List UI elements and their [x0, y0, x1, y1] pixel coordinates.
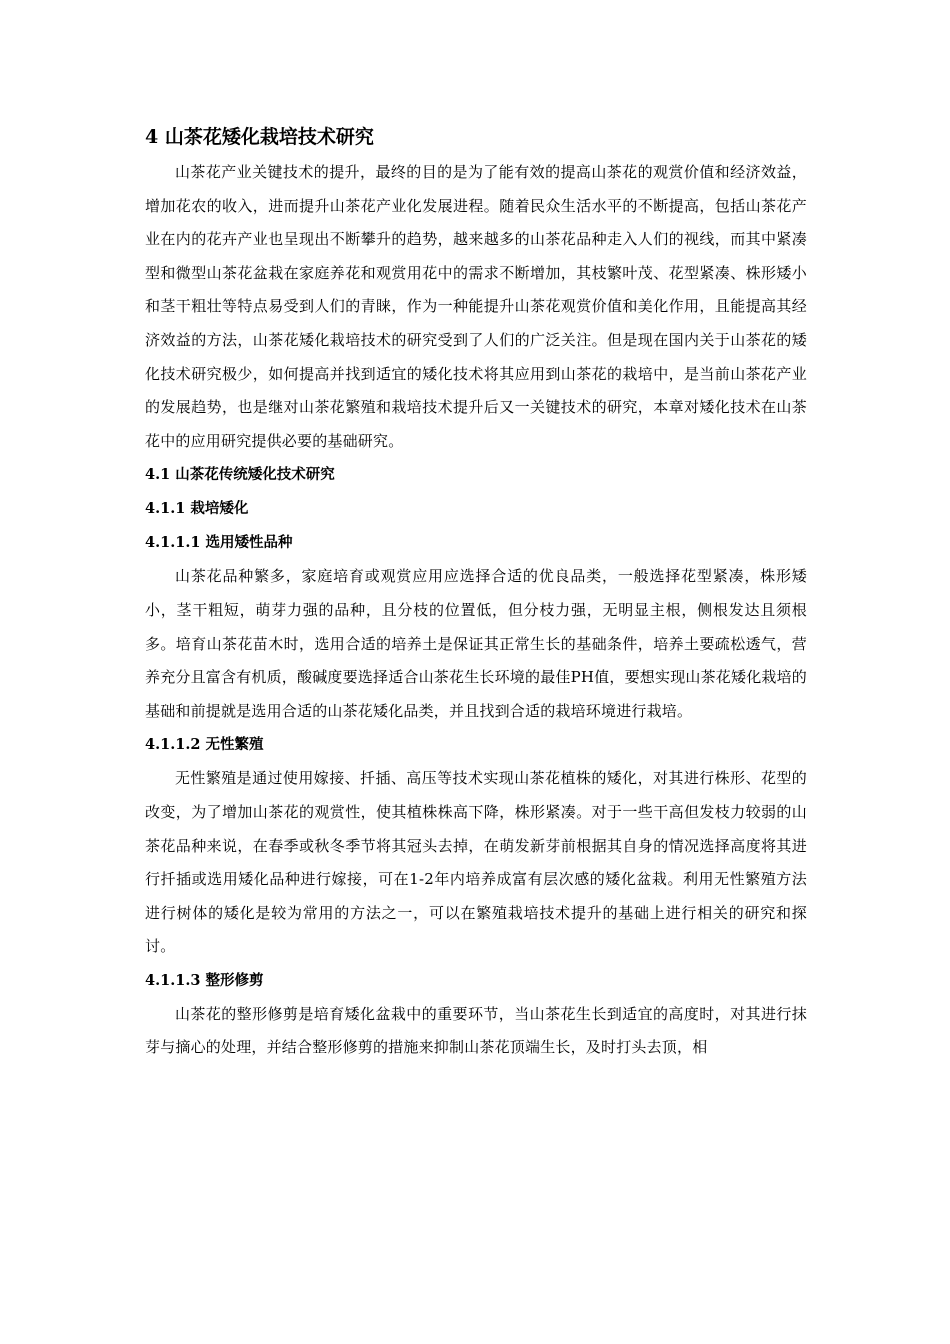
- section-body-4-1-1-2: 无性繁殖是通过使用嫁接、扦插、高压等技术实现山茶花植株的矮化，对其进行株形、花型的改变，为了增加山茶花的观赏性，使其植株株高下降，株形紧凑。对于一些干高但发枝力较弱的山茶花品种来说，在春季或秋冬季节将其冠头去掉，在萌发新芽前根据其自身的情况选择高度将其进行扦插或选用矮化品种进行嫁接，可在1-2年内培养成富有层次感的矮化盆栽。利用无性繁殖方法进行树体的矮化是较为常用的方法之一，可以在繁殖栽培技术提升的基础上进行相关的研究和探讨。: [145, 769, 807, 956]
- chapter-title: 4 山茶花矮化栽培技术研究: [145, 126, 374, 148]
- chapter-intro-paragraph: 山茶花产业关键技术的提升，最终的目的是为了能有效的提高山茶花的观赏价值和经济效益，增加花农的收入，进而提升山茶花产业化发展进程。随着民众生活水平的不断提高，包括山茶花产业在内的花卉产业也呈现出不断攀升的趋势，越来越多的山茶花品种走入人们的视线，而其中紧凑型和微型山茶花盆栽在家庭养花和观赏用花中的需求不断增加，其枝繁叶茂、花型紧凑、株形矮小和茎干粗壮等特点易受到人们的青睐，作为一种能提升山茶花观赏价值和美化作用，且能提高其经济效益的方法，山茶花矮化栽培技术的研究受到了人们的广泛关注。但是现在国内关于山茶花的矮化技术研究极少，如何提高并找到适宜的矮化技术将其应用到山茶花的栽培中，是当前山茶花产业的发展趋势，也是继对山茶花繁殖和栽培技术提升后又一关键技术的研究，本章对矮化技术在山茶花中的应用研究提供必要的基础研究。: [145, 163, 807, 450]
- section-heading-4-1-1-1: 4.1.1.1 选用矮性品种: [145, 534, 293, 552]
- document-page: [145, 122, 807, 1065]
- section-heading-4-1-1-3: 4.1.1.3 整形修剪: [145, 971, 264, 989]
- section-heading-4-1-1: 4.1.1 栽培矮化: [145, 500, 249, 518]
- section-body-4-1-1-3: 山茶花的整形修剪是培育矮化盆栽中的重要环节，当山茶花生长到适宜的高度时，对其进行抹芽与摘心的处理，并结合整形修剪的措施来抑制山茶花顶端生长，及时打头去顶，相: [145, 1004, 807, 1057]
- section-body-4-1-1-1: 山茶花品种繁多，家庭培育或观赏应用应选择合适的优良品类，一般选择花型紧凑，株形矮小，茎干粗短，萌芽力强的品种，且分枝的位置低，但分枝力强，无明显主根，侧根发达且须根多。培育山茶花苗木时，选用合适的培养土是保证其正常生长的基础条件，培养土要疏松透气，营养充分且富含有机质，酸碱度要选择适合山茶花生长环境的最佳PH值，要想实现山茶花矮化栽培的基础和前提就是选用合适的山茶花矮化品类，并且找到合适的栽培环境进行栽培。: [145, 567, 807, 720]
- section-heading-4-1-1-2: 4.1.1.2 无性繁殖: [145, 736, 264, 754]
- section-heading-4-1: 4.1 山茶花传统矮化技术研究: [145, 466, 335, 484]
